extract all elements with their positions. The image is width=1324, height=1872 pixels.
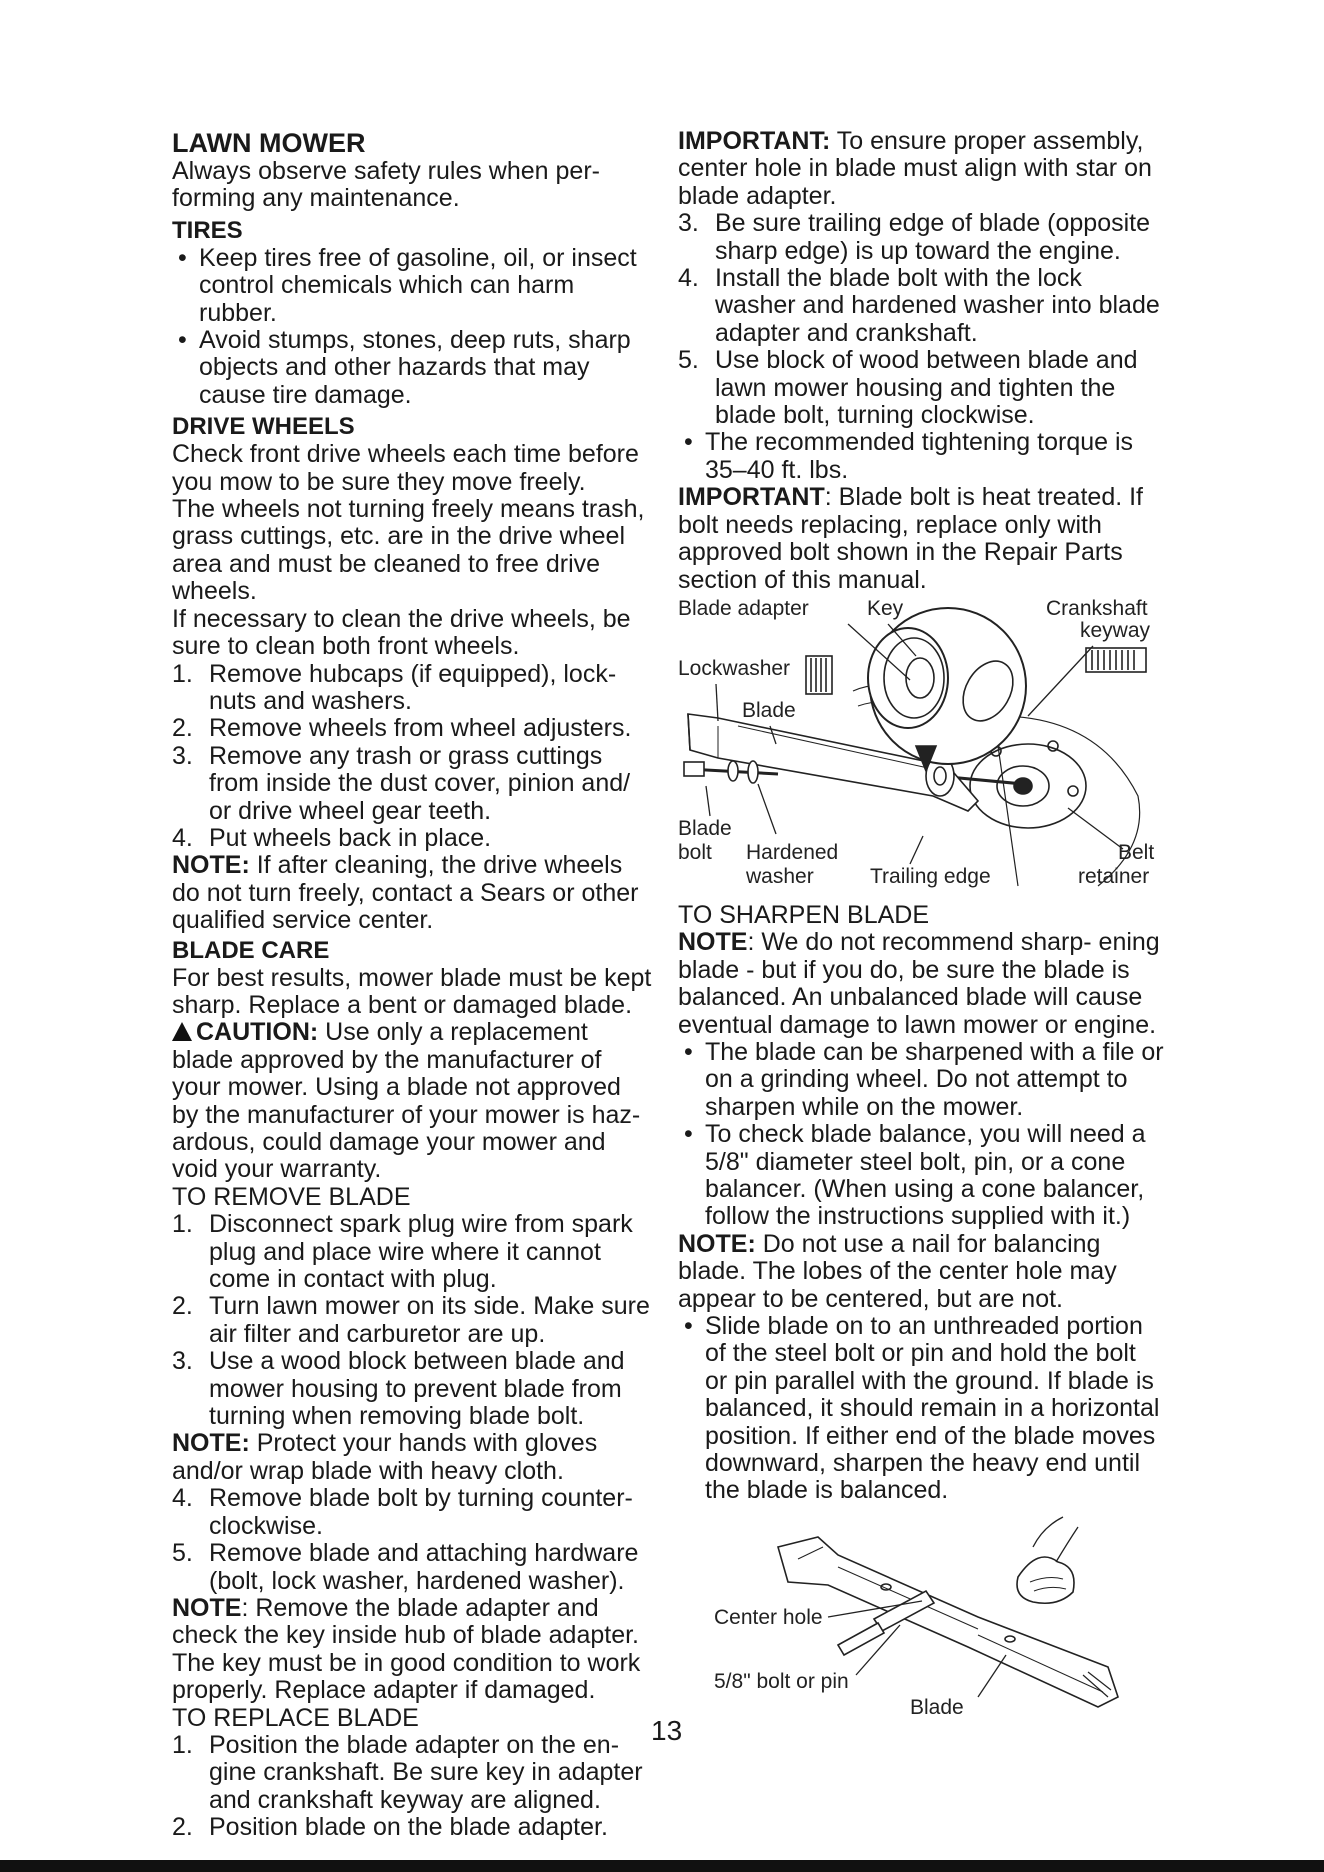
list-item: 3. Be sure trailing edge of blade (opposite sharp edge) is up toward the engine.	[678, 209, 1151, 265]
list-item: • To check blade balance, you will need a 5/8" diameter steel bolt, pin, or a cone balancer. (When using a cone balancer, follow the instructions supplied with it.)	[684, 1120, 1146, 1231]
list-item: • The blade can be sharpened with a file or on a grinding wheel. Do not attempt to sharpen while on the mower.	[684, 1037, 1164, 1121]
list-item: 4. Remove blade bolt by turning counter- clockwise.	[172, 1484, 633, 1540]
label-hardened-1: Hardened	[746, 840, 839, 864]
tires-list	[172, 245, 654, 409]
remove-note: NOTE: Protect your hands with gloves and/or wrap blade with heavy cloth.	[172, 1429, 598, 1485]
drive-steps	[172, 661, 654, 853]
label-keyway: keyway	[1080, 618, 1151, 642]
bullet-icon: •	[178, 326, 187, 355]
list-item: • Avoid stumps, stones, deep ruts, sharp objects and other hazards that may cause tire damage.	[178, 326, 631, 409]
list-item: • Slide blade on to an unthreaded portion of the steel bolt or pin and hold the bolt or pin parallel with the ground. If blade is balanced, it should remain in a horizontal position. If either end of the blade moves downward, sharpen the heavy end until the blade is balanced.	[684, 1312, 1160, 1505]
label-blade-adapter: Blade adapter	[678, 596, 809, 620]
label-center-hole: Center hole	[714, 1605, 823, 1629]
list-item: 3. Remove any trash or grass cuttings from inside the dust cover, pinion and/ or drive wheel gear teeth.	[172, 741, 631, 825]
intro-text: Always observe safety rules when per- forming any maintenance.	[172, 157, 600, 213]
bullet-icon: •	[684, 428, 693, 457]
sharpen-bullets-b	[678, 1313, 1164, 1505]
section-title-lawn-mower: LAWN MOWER	[172, 128, 366, 158]
page-number: 13	[651, 1715, 683, 1746]
nail-note: NOTE: Do not use a nail for balancing blade. The lobes of the center hole may appear to be centered, but are not.	[678, 1229, 1117, 1313]
blade-paragraph-1: For best results, mower blade must be kept sharp. Replace a bent or damaged blade.	[172, 963, 652, 1019]
list-item: 4. Put wheels back in place.	[172, 823, 492, 852]
sharpen-note: NOTE: We do not recommend sharp- ening blade - but if you do, be sure the blade is balanced. An unbalanced blade will cause eventual damage to lawn mower or engine.	[678, 928, 1160, 1039]
bullet-icon: •	[684, 1120, 693, 1149]
list-item: 1. Position the blade adapter on the en- gine crankshaft. Be sure key in adapter and crankshaft keyway are aligned.	[172, 1730, 643, 1814]
sharpen-bullets-a	[678, 1039, 1164, 1231]
label-crankshaft: Crankshaft	[1046, 596, 1148, 620]
right-column	[678, 128, 1164, 1723]
caution-text: CAUTION: Use only a replacement blade approved by the manufacturer of your mower. Using a blade not approved by the manufacturer of your mower is haz- ardous, could damage your mower and void your warranty.	[172, 1018, 641, 1184]
label-key: Key	[867, 596, 904, 620]
remove-steps-b	[172, 1485, 654, 1595]
list-item: 3. Use a wood block between blade and mower housing to prevent blade from turning when removing blade bolt.	[172, 1347, 625, 1431]
adapter-note: NOTE: Remove the blade adapter and check the key inside hub of blade adapter. The key must be in good condition to work properly. Replace adapter if damaged.	[172, 1593, 641, 1705]
list-item: 2. Position blade on the blade adapter.	[172, 1813, 608, 1842]
list-item: 5. Remove blade and attaching hardware (bolt, lock washer, hardened washer).	[172, 1539, 639, 1595]
heading-blade-care: BLADE CARE	[172, 936, 330, 964]
heading-sharpen-blade: TO SHARPEN BLADE	[678, 900, 930, 929]
heading-remove-blade: TO REMOVE BLADE	[172, 1182, 411, 1211]
heading-drive-wheels: DRIVE WHEELS	[172, 413, 355, 441]
bottom-rule	[0, 1860, 1324, 1872]
replace-steps	[172, 1732, 654, 1842]
bullet-icon: •	[178, 243, 187, 272]
label-retainer: retainer	[1078, 864, 1150, 888]
drive-paragraph-1: Check front drive wheels each time before you mow to be sure they move freely.	[172, 440, 639, 496]
list-item: 2. Remove wheels from wheel adjusters.	[172, 714, 632, 743]
torque-list	[678, 429, 1164, 484]
important-assembly: IMPORTANT: To ensure proper assembly, center hole in blade must align with star on blade adapter.	[678, 127, 1152, 210]
replace-steps-continued	[678, 210, 1164, 429]
list-item: 4. Install the blade bolt with the lock washer and hardened washer into blade adapter and crankshaft.	[678, 264, 1160, 347]
heading-tires: TIRES	[172, 216, 243, 244]
list-item: 1. Disconnect spark plug wire from spark plug and place wire where it cannot come in contact with plug.	[172, 1210, 633, 1294]
label-blade-bolt-2: bolt	[678, 840, 712, 864]
bullet-icon: •	[684, 1312, 693, 1340]
important-bolt: IMPORTANT: Blade bolt is heat treated. If bolt needs replacing, replace only with approved bolt shown in the Repair Parts section of this manual.	[678, 483, 1143, 594]
label-blade-bolt-1: Blade	[678, 816, 732, 840]
left-column	[172, 128, 654, 1842]
label-blade-2: Blade	[910, 1695, 964, 1719]
label-hardened-2: washer	[746, 864, 814, 888]
bullet-icon: •	[684, 1037, 693, 1066]
blade-balance-figure	[678, 1507, 1164, 1721]
warning-icon	[172, 1022, 192, 1041]
drive-paragraph-3: If necessary to clean the drive wheels, be sure to clean both front wheels.	[172, 604, 631, 661]
list-item: 2. Turn lawn mower on its side. Make sure air filter and carburetor are up.	[172, 1292, 650, 1348]
remove-steps-a	[172, 1211, 654, 1430]
list-item: 1. Remove hubcaps (if equipped), lock- nuts and washers.	[172, 659, 617, 715]
drive-note: NOTE: If after cleaning, the drive wheels do not turn freely, contact a Sears or other qualified service center.	[172, 851, 639, 935]
list-item: • Keep tires free of gasoline, oil, or insect control chemicals which can harm rubber.	[178, 243, 637, 327]
label-lockwasher: Lockwasher	[678, 656, 791, 680]
label-belt: Belt	[1118, 840, 1155, 864]
drive-paragraph-2: The wheels not turning freely means trash, grass cuttings, etc. are in the drive wheel area and must be cleaned to free drive wheels.	[172, 495, 645, 606]
label-blade: Blade	[742, 698, 796, 722]
list-item: 5. Use block of wood between blade and lawn mower housing and tighten the blade bolt, turning clockwise.	[678, 346, 1138, 430]
label-bolt-or-pin: 5/8" bolt or pin	[714, 1669, 849, 1693]
list-item: • The recommended tightening torque is 35–40 ft. lbs.	[684, 428, 1134, 484]
label-trailing-edge: Trailing edge	[870, 864, 991, 888]
heading-replace-blade: TO REPLACE BLADE	[172, 1703, 419, 1732]
blade-assembly-figure	[678, 596, 1164, 900]
